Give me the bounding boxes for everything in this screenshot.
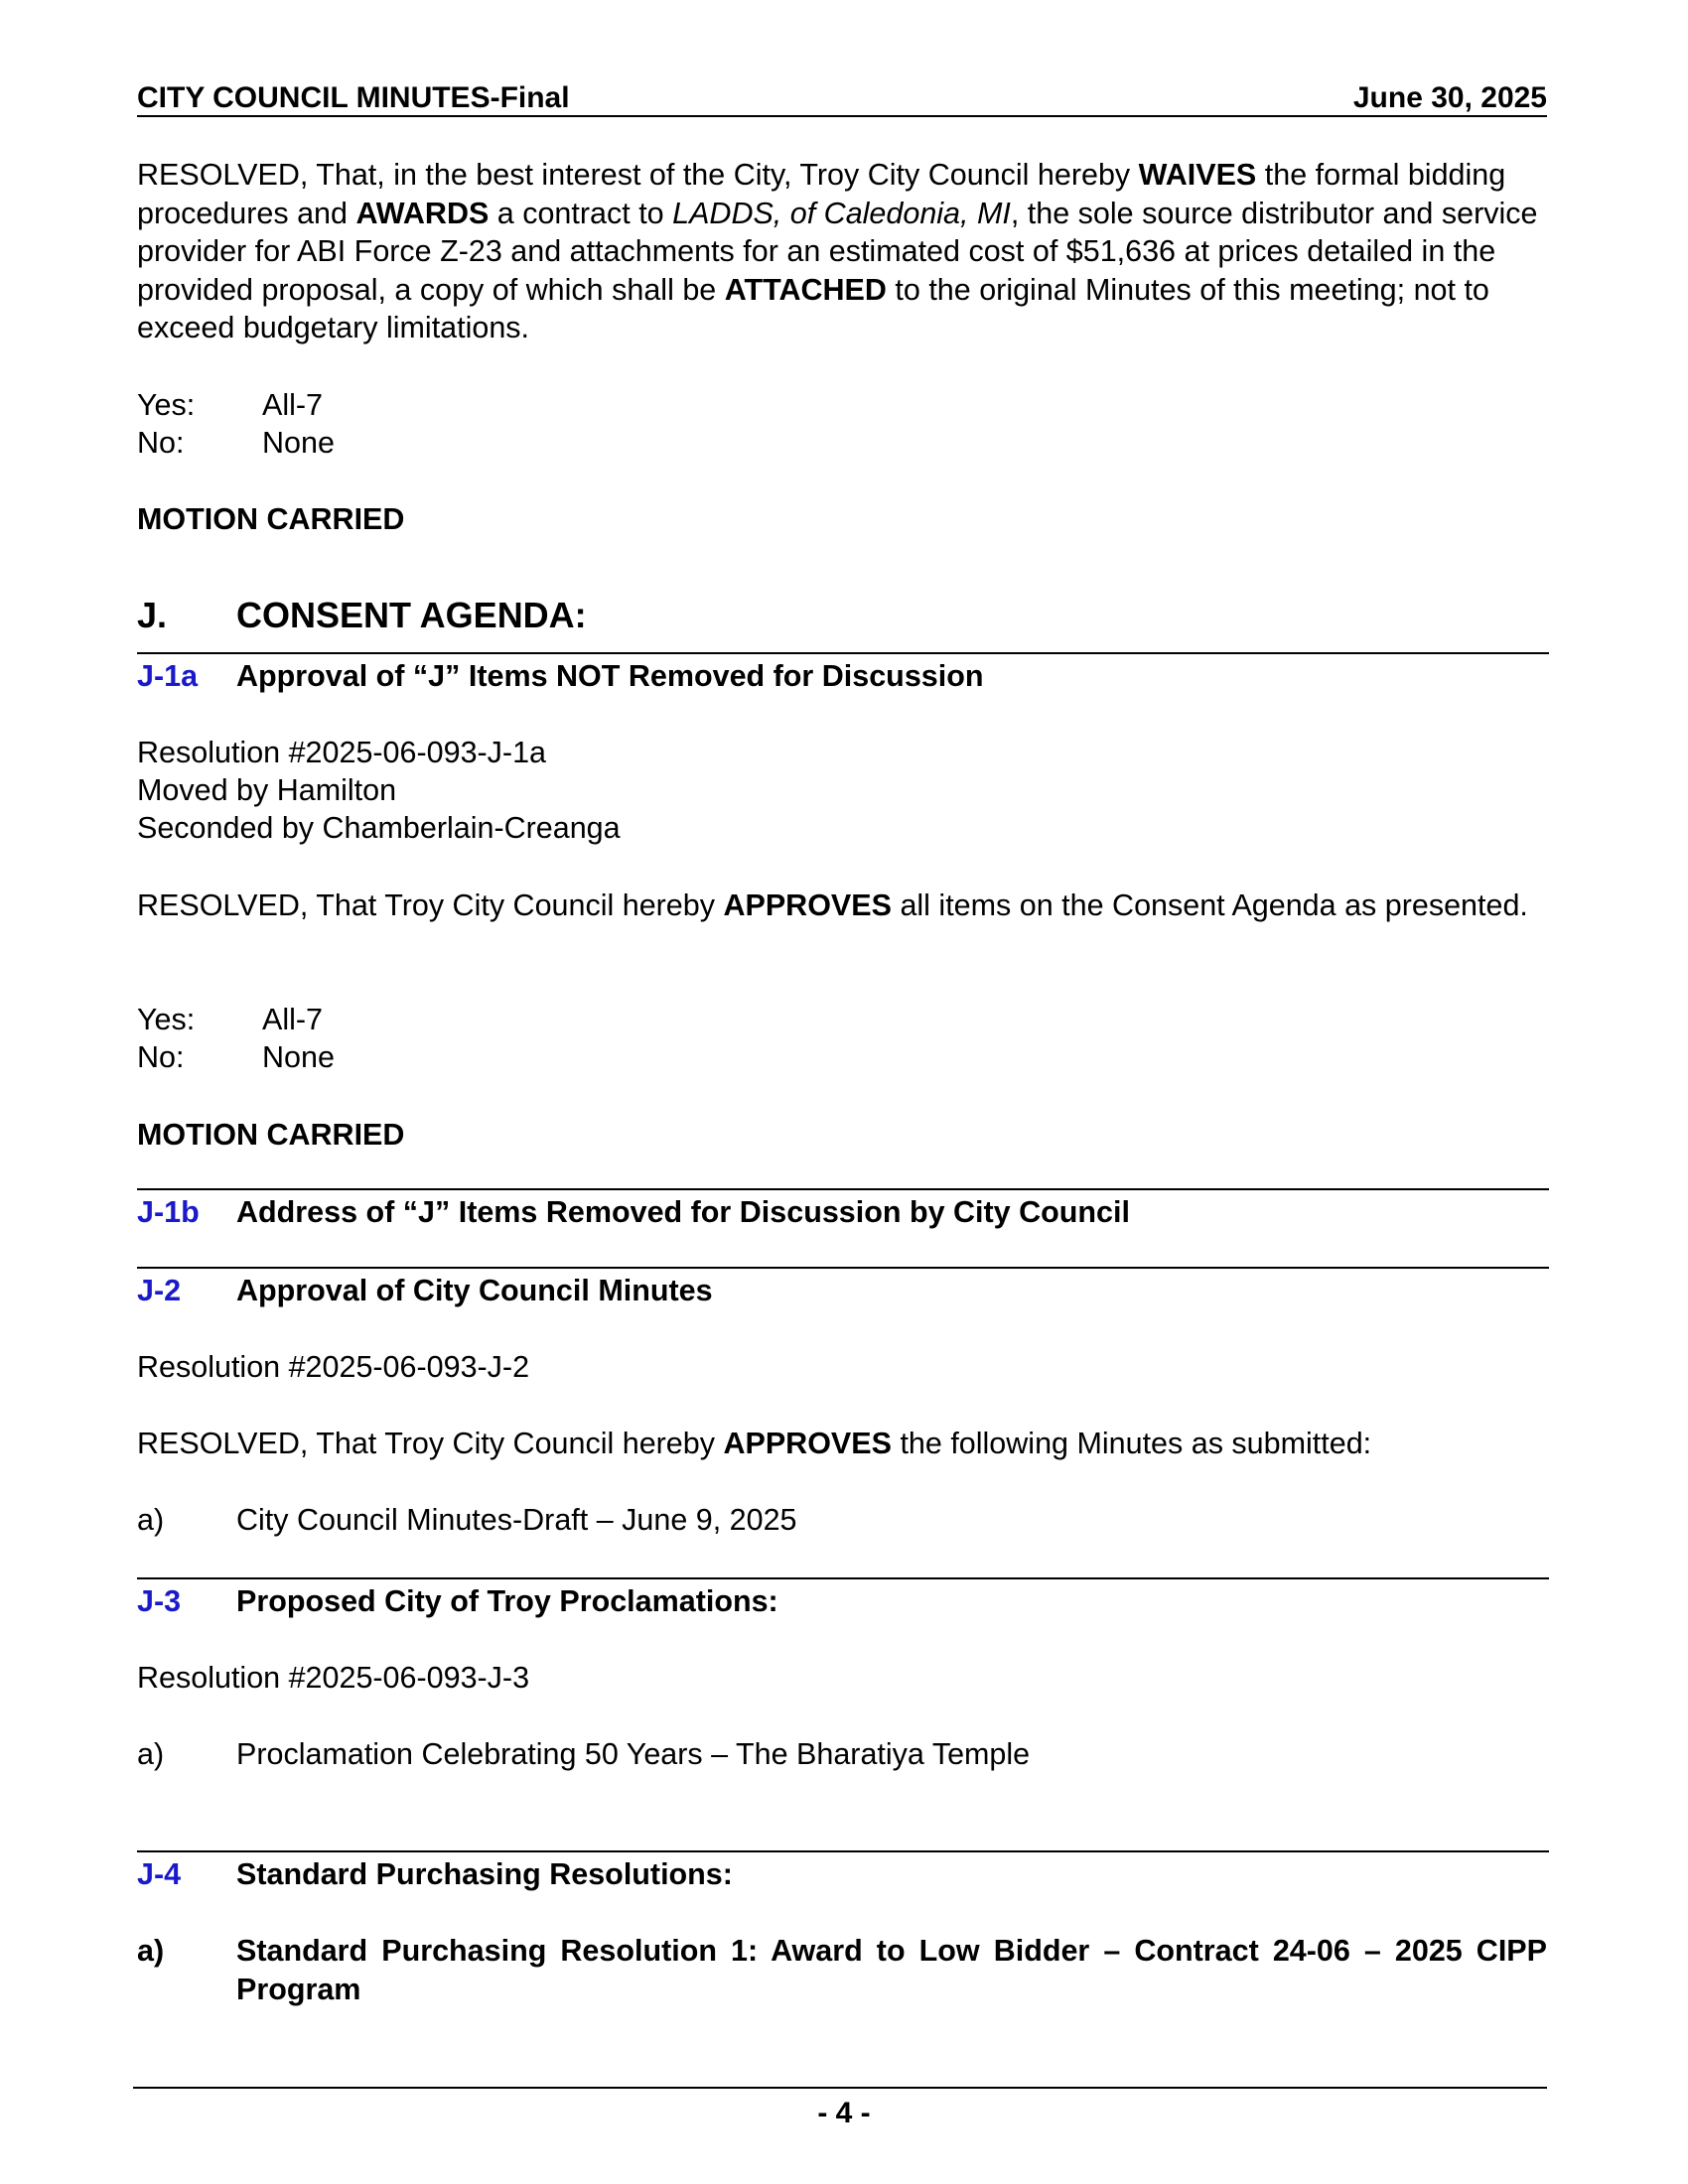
- section-letter: J.: [137, 595, 168, 635]
- previous-resolution-text: RESOLVED, That, in the best interest of the City, Troy City Council hereby WAIVES the formal bidding procedures and AWARDS a contract to LADDS, of Caledonia, MI, the sole source distributor and service provider for ABI Force Z-23 and attachments for an estimated cost of $51,636 at prices detailed in the provided proposal, a copy of which shall be ATTACHED to the original Minutes of this meeting; not to exceed budgetary limitations.: [137, 158, 1538, 344]
- divider: [137, 1267, 1549, 1269]
- header-date: June 30, 2025: [1352, 81, 1547, 114]
- divider: [137, 1577, 1549, 1579]
- no-label: No:: [137, 426, 185, 460]
- item-title-j3: Proposed City of Troy Proclamations:: [236, 1584, 778, 1618]
- list-item-text: City Council Minutes-Draft – June 9, 2025: [236, 1503, 797, 1537]
- item-number-j1b: J-1b: [137, 1195, 200, 1229]
- resolution-number-j3: Resolution #2025-06-093-J-3: [137, 1661, 530, 1695]
- item-number-j1a: J-1a: [137, 659, 199, 693]
- header-title: CITY COUNCIL MINUTES-Final: [137, 81, 570, 114]
- yes-label: Yes:: [137, 1003, 196, 1036]
- no-value: None: [262, 1040, 335, 1074]
- section-title: CONSENT AGENDA:: [236, 595, 587, 635]
- resolution-text-j2: RESOLVED, That Troy City Council hereby APPROVES the following Minutes as submitted:: [137, 1427, 1372, 1460]
- yes-value: All-7: [262, 388, 324, 422]
- list-item-letter: a): [137, 1503, 165, 1537]
- item-title-j4: Standard Purchasing Resolutions:: [236, 1857, 733, 1891]
- page-number: - 4 -: [817, 2097, 871, 2129]
- no-label: No:: [137, 1040, 185, 1074]
- no-value: None: [262, 426, 335, 460]
- resolution-text-j1a: RESOLVED, That Troy City Council hereby APPROVES all items on the Consent Agenda as presented.: [137, 888, 1528, 922]
- yes-label: Yes:: [137, 388, 196, 422]
- item-number-j3: J-3: [137, 1584, 182, 1618]
- item-title-j2: Approval of City Council Minutes: [236, 1274, 713, 1307]
- page-header: [137, 81, 1547, 117]
- resolution-number-j2: Resolution #2025-06-093-J-2: [137, 1350, 530, 1384]
- item-number-j4: J-4: [137, 1857, 182, 1891]
- moved-by: Moved by Hamilton: [137, 773, 397, 807]
- list-item-letter: a): [137, 1934, 165, 1968]
- item-title-j1b: Address of “J” Items Removed for Discussion by City Council: [236, 1195, 1130, 1229]
- resolution-number-j1a: Resolution #2025-06-093-J-1a: [137, 736, 547, 769]
- motion-carried-2: MOTION CARRIED: [137, 1118, 405, 1152]
- divider: [137, 1188, 1549, 1190]
- seconded-by: Seconded by Chamberlain-Creanga: [137, 811, 621, 845]
- yes-value: All-7: [262, 1003, 324, 1036]
- divider: [137, 652, 1549, 654]
- list-item-text: Standard Purchasing Resolution 1: Award to Low Bidder – Contract 24-06 – 2025 CIPP Program: [236, 1934, 1547, 2006]
- item-title-j1a: Approval of “J” Items NOT Removed for Discussion: [236, 659, 984, 693]
- divider: [137, 1850, 1549, 1852]
- motion-carried-1: MOTION CARRIED: [137, 502, 405, 536]
- item-number-j2: J-2: [137, 1274, 182, 1307]
- footer-divider: [133, 2087, 1547, 2089]
- list-item-letter: a): [137, 1737, 165, 1771]
- list-item-text: Proclamation Celebrating 50 Years – The Bharatiya Temple: [236, 1737, 1031, 1771]
